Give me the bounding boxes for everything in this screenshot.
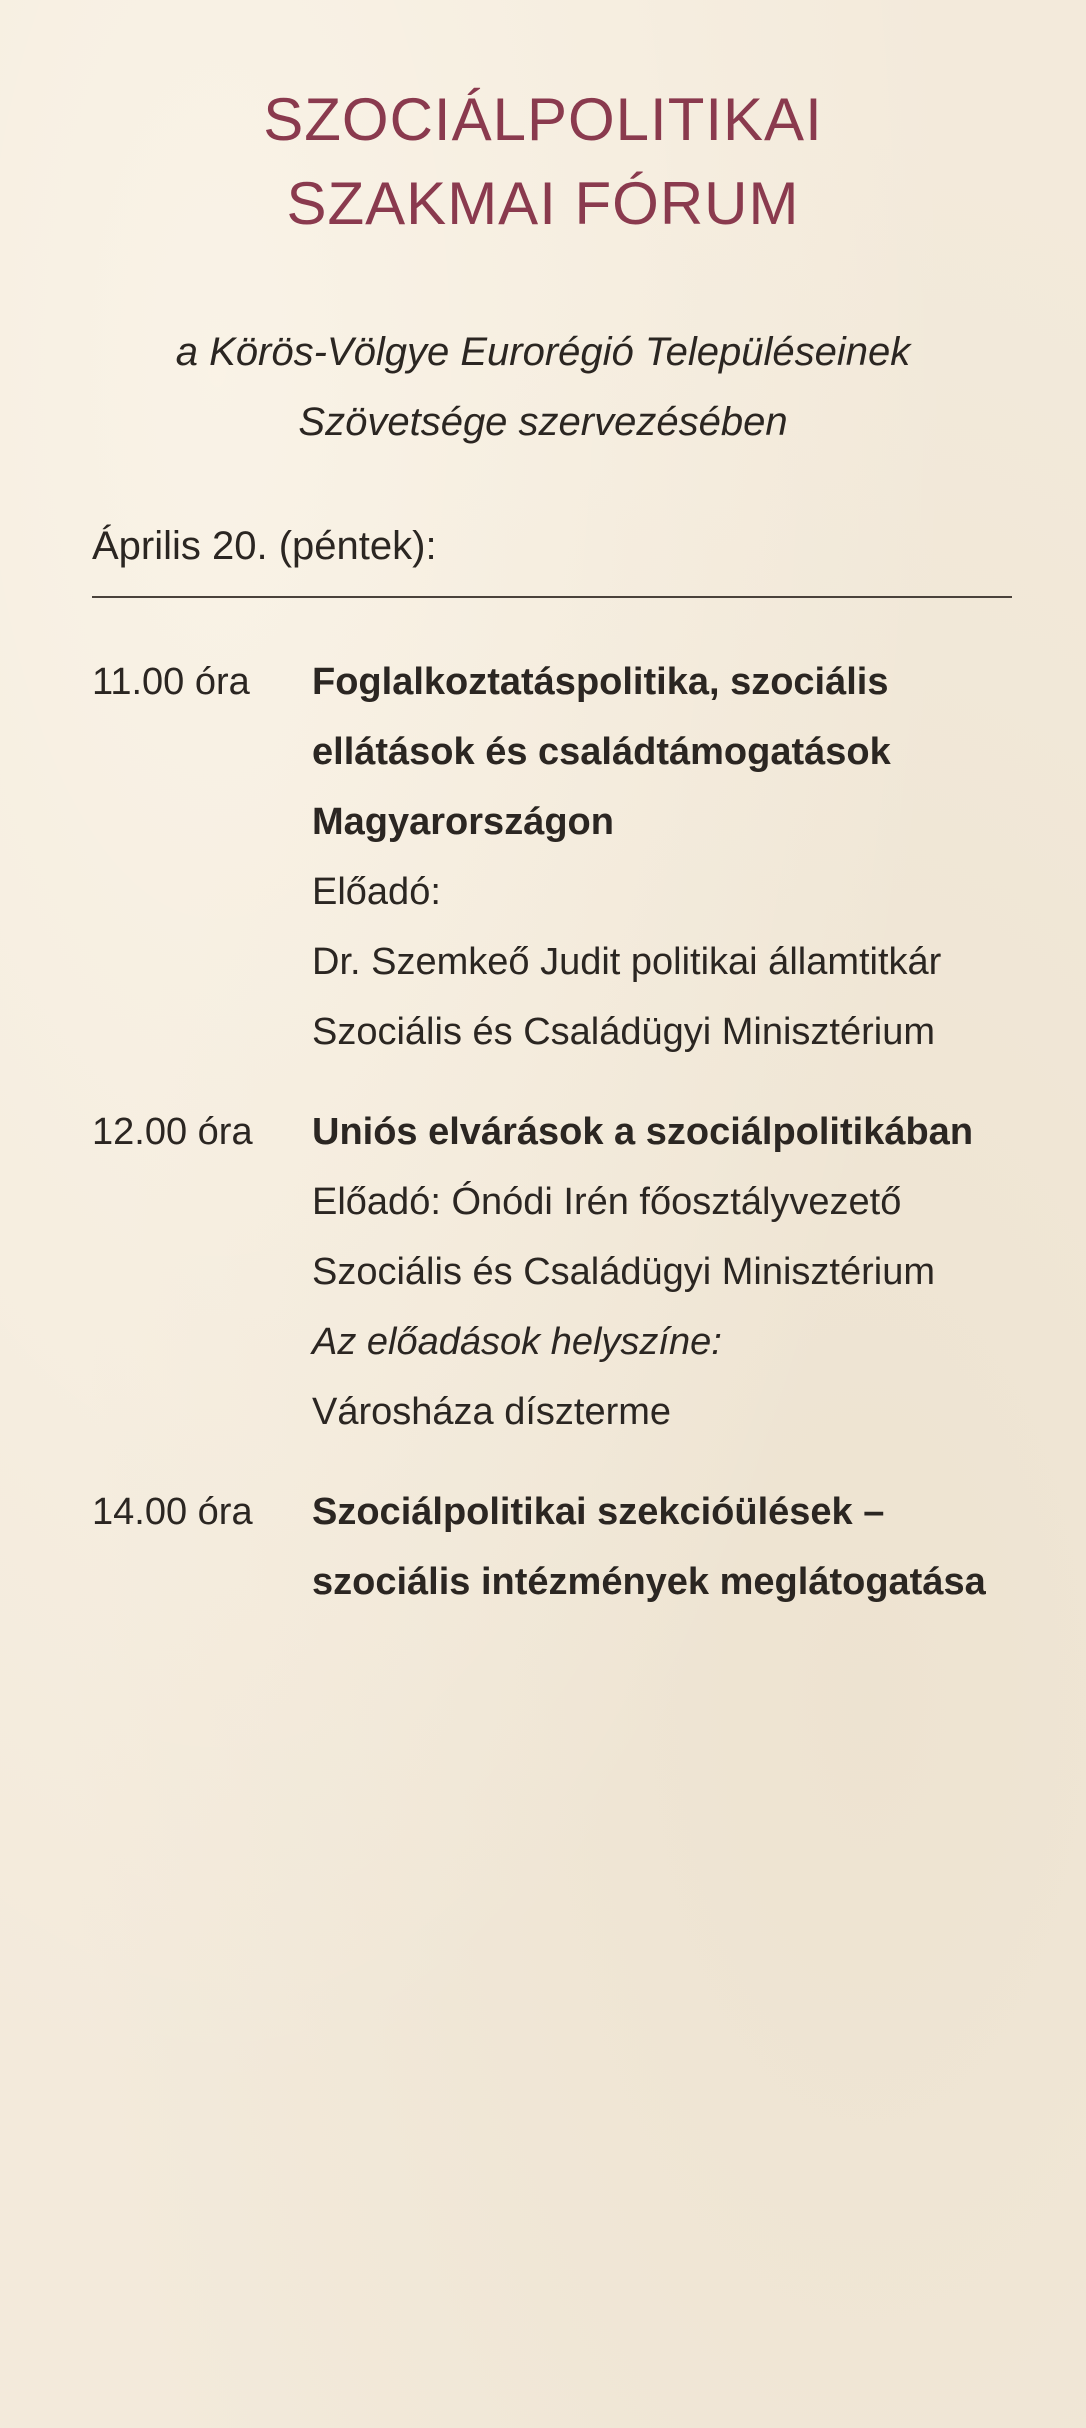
- session-3-title-line: szociális intézmények meglátogatása: [312, 1561, 986, 1603]
- session-2-venue-label: Az előadások helyszíne:: [312, 1321, 722, 1363]
- session-1-title-line: Magyarországon: [312, 801, 614, 843]
- session-3-title-line: Szociálpolitikai szekcióülések –: [312, 1491, 885, 1533]
- session-2-organization: Szociális és Családügyi Minisztérium: [312, 1251, 935, 1293]
- session-1-speaker: Dr. Szemkeő Judit politikai államtitkár: [312, 941, 942, 983]
- session-2-title-line: Uniós elvárások a szociálpolitikában: [312, 1111, 974, 1153]
- session-3-time: 14.00 óra: [92, 1491, 253, 1533]
- subtitle-line-2: Szövetsége szervezésében: [298, 400, 788, 444]
- session-1-time: 11.00 óra: [92, 661, 250, 703]
- session-2-venue: Városháza díszterme: [312, 1391, 672, 1433]
- title-line-1: SZOCIÁLPOLITIKAI: [263, 86, 823, 153]
- day-heading: Április 20. (péntek):: [92, 524, 437, 568]
- session-1-speaker-label: Előadó:: [312, 871, 441, 913]
- session-2-time: 12.00 óra: [92, 1111, 253, 1153]
- session-2-speaker: Előadó: Ónódi Irén főosztályvezető: [312, 1181, 902, 1223]
- subtitle-line-1: a Körös-Völgye Eurorégió Településeinek: [175, 330, 911, 374]
- title-line-2: SZAKMAI FÓRUM: [286, 170, 800, 237]
- session-1-organization: Szociális és Családügyi Minisztérium: [312, 1011, 935, 1053]
- session-1-title-line: Foglalkoztatáspolitika, szociális: [312, 661, 889, 703]
- heading-divider: [92, 596, 1012, 598]
- session-1-title-line: ellátások és családtámogatások: [312, 731, 891, 773]
